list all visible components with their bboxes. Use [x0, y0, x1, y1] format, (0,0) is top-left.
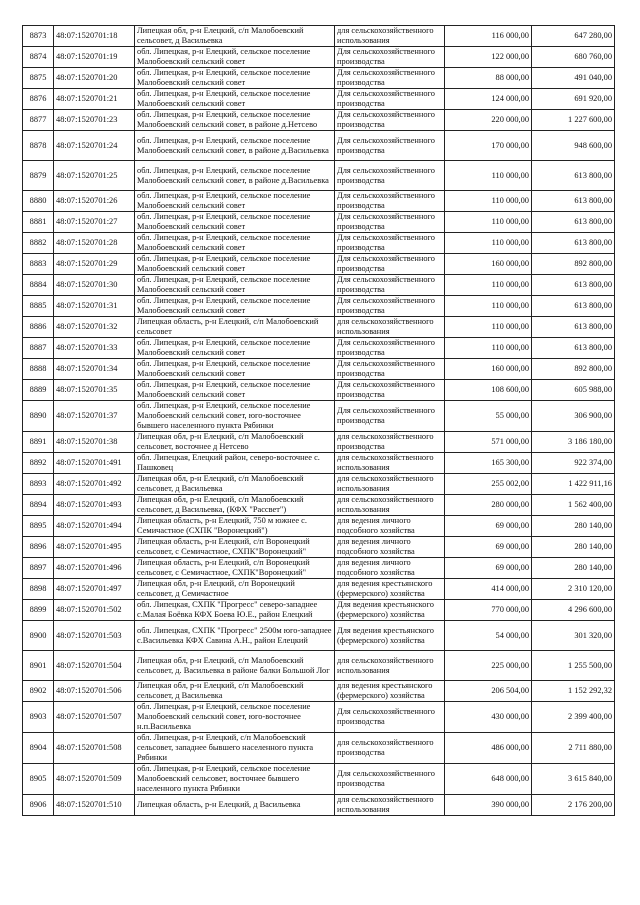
- cadastral-cost: 1 255 500,00: [532, 651, 615, 681]
- cadastral-cost: 3 186 180,00: [532, 432, 615, 453]
- permitted-use: для сельскохозяйственного использования: [335, 317, 445, 338]
- plot-address: Липецкая обл, р-н Елецкий, с/п Малобоевский сельсовет, д Васильевка: [135, 681, 335, 702]
- plot-area: 124 000,00: [445, 89, 532, 110]
- plot-address: обл. Липецкая, р-н Елецкий, сельское поселение Малобоевский сельский совет, в районе д.Васильевка: [135, 131, 335, 161]
- table-row: [23, 537, 615, 558]
- table-row: [23, 681, 615, 702]
- row-number: 8894: [23, 495, 54, 516]
- cadastral-cost: 280 140,00: [532, 516, 615, 537]
- cadastral-cost: 922 374,00: [532, 453, 615, 474]
- cadastral-number: 48:07:1520701:492: [54, 474, 135, 495]
- cadastral-number: 48:07:1520701:496: [54, 558, 135, 579]
- permitted-use: Для сельскохозяйственного производства: [335, 89, 445, 110]
- row-number: 8893: [23, 474, 54, 495]
- table-row: [23, 233, 615, 254]
- cadastral-cost: 613 800,00: [532, 275, 615, 296]
- table-row: [23, 474, 615, 495]
- cadastral-number: 48:07:1520701:34: [54, 359, 135, 380]
- plot-address: обл. Липецкая, р-н Елецкий, сельское поселение Малобоевский сельский совет, в районе д.Васильевка: [135, 161, 335, 191]
- cadastral-number: 48:07:1520701:502: [54, 600, 135, 621]
- plot-address: Липецкая область, р-н Елецкий, 750 м южнее с. Семичастное (СХПК "Воронецкий"): [135, 516, 335, 537]
- plot-area: 225 000,00: [445, 651, 532, 681]
- table-row: [23, 275, 615, 296]
- cadastral-cost: 691 920,00: [532, 89, 615, 110]
- table-row: [23, 764, 615, 795]
- plot-area: 206 504,00: [445, 681, 532, 702]
- row-number: 8876: [23, 89, 54, 110]
- table-row: [23, 338, 615, 359]
- plot-area: 55 000,00: [445, 401, 532, 432]
- plot-area: 54 000,00: [445, 621, 532, 651]
- cadastral-cost: 2 711 880,00: [532, 733, 615, 764]
- cadastral-number: 48:07:1520701:506: [54, 681, 135, 702]
- plot-address: Липецкая область, р-н Елецкий, с/п Воронецкий сельсовет, с Семичастное, СХПК"Воронецкий": [135, 558, 335, 579]
- row-number: 8874: [23, 47, 54, 68]
- plot-address: Липецкая обл, р-н Елецкий, с/п Малобоевский сельсовет, д Васильевка: [135, 474, 335, 495]
- plot-address: Липецкая обл, р-н Елецкий, с/п Малобоевский сельсовет, д Васильевка: [135, 26, 335, 47]
- cadastral-cost: 613 800,00: [532, 338, 615, 359]
- table-row: [23, 47, 615, 68]
- table-row: [23, 89, 615, 110]
- table-row: [23, 254, 615, 275]
- plot-address: обл. Липецкая, р-н Елецкий, сельское поселение Малобоевский сельский совет: [135, 47, 335, 68]
- table-row: [23, 579, 615, 600]
- table-row: [23, 191, 615, 212]
- plot-area: 110 000,00: [445, 191, 532, 212]
- row-number: 8887: [23, 338, 54, 359]
- plot-address: обл. Липецкая, р-н Елецкий, сельское поселение Малобоевский сельский совет: [135, 359, 335, 380]
- permitted-use: Для сельскохозяйственного производства: [335, 212, 445, 233]
- table-row: [23, 495, 615, 516]
- row-number: 8880: [23, 191, 54, 212]
- table-row: [23, 401, 615, 432]
- plot-area: 255 002,00: [445, 474, 532, 495]
- permitted-use: для ведения личного подсобного хозяйства: [335, 558, 445, 579]
- table-row: [23, 359, 615, 380]
- plot-area: 110 000,00: [445, 161, 532, 191]
- row-number: 8879: [23, 161, 54, 191]
- row-number: 8878: [23, 131, 54, 161]
- cadastral-number: 48:07:1520701:495: [54, 537, 135, 558]
- plot-area: 122 000,00: [445, 47, 532, 68]
- plot-address: обл. Липецкая, СХПК "Прогресс" 2500м юго-западнее с.Васильевка КФХ Савина А.Н., район Елецкий: [135, 621, 335, 651]
- plot-area: 486 000,00: [445, 733, 532, 764]
- permitted-use: Для сельскохозяйственного производства: [335, 233, 445, 254]
- table-row: [23, 317, 615, 338]
- plot-area: 770 000,00: [445, 600, 532, 621]
- permitted-use: Для сельскохозяйственного производства: [335, 338, 445, 359]
- cadastral-cost: 3 615 840,00: [532, 764, 615, 795]
- table-row: [23, 296, 615, 317]
- plot-area: 110 000,00: [445, 212, 532, 233]
- row-number: 8892: [23, 453, 54, 474]
- row-number: 8885: [23, 296, 54, 317]
- row-number: 8884: [23, 275, 54, 296]
- cadastral-cost: 613 800,00: [532, 296, 615, 317]
- cadastral-cost: 280 140,00: [532, 537, 615, 558]
- cadastral-cost: 2 399 400,00: [532, 702, 615, 733]
- cadastral-cost: 301 320,00: [532, 621, 615, 651]
- plot-area: 110 000,00: [445, 233, 532, 254]
- plot-address: обл. Липецкая, р-н Елецкий, сельское поселение Малобоевский сельский совет: [135, 275, 335, 296]
- permitted-use: для сельскохозяйственного производства: [335, 432, 445, 453]
- row-number: 8889: [23, 380, 54, 401]
- cadastral-cost: 613 800,00: [532, 317, 615, 338]
- plot-area: 571 000,00: [445, 432, 532, 453]
- plot-area: 116 000,00: [445, 26, 532, 47]
- cadastral-cost: 680 760,00: [532, 47, 615, 68]
- row-number: 8902: [23, 681, 54, 702]
- plot-address: обл. Липецкая, р-н Елецкий, сельское поселение Малобоевский сельский совет, юго-восточнее н.п.Васильевка: [135, 702, 335, 733]
- plot-area: 110 000,00: [445, 317, 532, 338]
- row-number: 8906: [23, 795, 54, 816]
- cadastral-cost: 948 600,00: [532, 131, 615, 161]
- table-row: [23, 110, 615, 131]
- table-body: [23, 26, 615, 816]
- plot-area: 160 000,00: [445, 254, 532, 275]
- row-number: 8875: [23, 68, 54, 89]
- row-number: 8901: [23, 651, 54, 681]
- row-number: 8886: [23, 317, 54, 338]
- permitted-use: Для сельскохозяйственного производства: [335, 764, 445, 795]
- plot-address: Липецкая область, р-н Елецкий, с/п Малобоевский сельсовет: [135, 317, 335, 338]
- plot-area: 280 000,00: [445, 495, 532, 516]
- permitted-use: для сельскохозяйственного использования: [335, 795, 445, 816]
- plot-area: 108 600,00: [445, 380, 532, 401]
- permitted-use: Для сельскохозяйственного производства: [335, 401, 445, 432]
- cadastral-cost: 1 422 911,16: [532, 474, 615, 495]
- table-row: [23, 702, 615, 733]
- plot-address: обл. Липецкая, Елецкий район, северо-восточнее с. Пашковец: [135, 453, 335, 474]
- permitted-use: Для сельскохозяйственного производства: [335, 131, 445, 161]
- permitted-use: Для сельскохозяйственного производства: [335, 254, 445, 275]
- plot-address: обл. Липецкая, р-н Елецкий, сельское поселение Малобоевский сельский совет, в районе д.Нетсево: [135, 110, 335, 131]
- cadastral-number: 48:07:1520701:20: [54, 68, 135, 89]
- plot-area: 390 000,00: [445, 795, 532, 816]
- permitted-use: для сельскохозяйственного использования: [335, 26, 445, 47]
- cadastral-cost: 2 310 120,00: [532, 579, 615, 600]
- cadastral-number: 48:07:1520701:509: [54, 764, 135, 795]
- plot-address: обл. Липецкая, р-н Елецкий, сельское поселение Малобоевский сельский совет: [135, 68, 335, 89]
- row-number: 8877: [23, 110, 54, 131]
- plot-area: 414 000,00: [445, 579, 532, 600]
- cadastral-cost: 1 562 400,00: [532, 495, 615, 516]
- plot-address: обл. Липецкая, р-н Елецкий, сельское поселение Малобоевский сельский совет: [135, 89, 335, 110]
- plot-address: Липецкая обл, р-н Елецкий, с/п Малобоевский сельсовет, восточнее д Нетсево: [135, 432, 335, 453]
- cadastral-number: 48:07:1520701:19: [54, 47, 135, 68]
- table-row: [23, 161, 615, 191]
- cadastral-number: 48:07:1520701:28: [54, 233, 135, 254]
- plot-area: 648 000,00: [445, 764, 532, 795]
- cadastral-cost: 892 800,00: [532, 359, 615, 380]
- cadastral-number: 48:07:1520701:494: [54, 516, 135, 537]
- cadastral-number: 48:07:1520701:507: [54, 702, 135, 733]
- row-number: 8873: [23, 26, 54, 47]
- row-number: 8891: [23, 432, 54, 453]
- plot-address: обл. Липецкая, р-н Елецкий, с/п Малобоевский сельсовет, западнее бывшего населенного пункта Рябинки: [135, 733, 335, 764]
- cadastral-number: 48:07:1520701:23: [54, 110, 135, 131]
- table-row: [23, 453, 615, 474]
- table-row: [23, 516, 615, 537]
- row-number: 8899: [23, 600, 54, 621]
- cadastral-cost: 1 152 292,32: [532, 681, 615, 702]
- cadastral-number: 48:07:1520701:33: [54, 338, 135, 359]
- cadastral-number: 48:07:1520701:26: [54, 191, 135, 212]
- cadastral-number: 48:07:1520701:32: [54, 317, 135, 338]
- plot-area: 110 000,00: [445, 296, 532, 317]
- plot-area: 69 000,00: [445, 516, 532, 537]
- cadastral-cost: 2 176 200,00: [532, 795, 615, 816]
- permitted-use: для ведения крестьянского (фермерского) хозяйства: [335, 579, 445, 600]
- plot-address: обл. Липецкая, р-н Елецкий, сельское поселение Малобоевский сельский совет: [135, 212, 335, 233]
- table-row: [23, 600, 615, 621]
- cadastral-number: 48:07:1520701:27: [54, 212, 135, 233]
- row-number: 8882: [23, 233, 54, 254]
- row-number: 8895: [23, 516, 54, 537]
- cadastral-cost: 306 900,00: [532, 401, 615, 432]
- plot-address: обл. Липецкая, р-н Елецкий, сельское поселение Малобоевский сельский совет: [135, 191, 335, 212]
- row-number: 8896: [23, 537, 54, 558]
- permitted-use: для сельскохозяйственного использования: [335, 495, 445, 516]
- table-row: [23, 131, 615, 161]
- permitted-use: Для сельскохозяйственного производства: [335, 702, 445, 733]
- permitted-use: для сельскохозяйственного производства: [335, 733, 445, 764]
- cadastral-number: 48:07:1520701:35: [54, 380, 135, 401]
- table-row: [23, 733, 615, 764]
- plot-address: Липецкая обл, р-н Елецкий, с/п Малобоевский сельсовет, д Васильевка, (КФХ "Рассвет"): [135, 495, 335, 516]
- cadastral-cost: 892 800,00: [532, 254, 615, 275]
- row-number: 8905: [23, 764, 54, 795]
- cadastral-number: 48:07:1520701:30: [54, 275, 135, 296]
- permitted-use: Для сельскохозяйственного производства: [335, 191, 445, 212]
- table-row: [23, 795, 615, 816]
- plot-address: обл. Липецкая, СХПК "Прогресс" северо-западнее с.Малая Боёвка КФХ Боева Ю.Е., район Елецкий: [135, 600, 335, 621]
- plot-address: обл. Липецкая, р-н Елецкий, сельское поселение Малобоевский сельский совет: [135, 254, 335, 275]
- cadastral-cost: 605 988,00: [532, 380, 615, 401]
- plot-address: Липецкая обл, р-н Елецкий, с/п Воронецкий сельсовет, д Семичастное: [135, 579, 335, 600]
- cadastral-number: 48:07:1520701:18: [54, 26, 135, 47]
- permitted-use: для ведения личного подсобного хозяйства: [335, 537, 445, 558]
- plot-address: обл. Липецкая, р-н Елецкий, сельское поселение Малобоевский сельский совет: [135, 380, 335, 401]
- cadastral-cost: 1 227 600,00: [532, 110, 615, 131]
- cadastral-number: 48:07:1520701:37: [54, 401, 135, 432]
- permitted-use: Для ведения крестьянского (фермерского) хозяйства: [335, 600, 445, 621]
- cadastral-number: 48:07:1520701:31: [54, 296, 135, 317]
- plot-address: Липецкая область, р-н Елецкий, д Васильевка: [135, 795, 335, 816]
- plot-address: обл. Липецкая, р-н Елецкий, сельское поселение Малобоевский сельский совет: [135, 233, 335, 254]
- cadastral-cost: 613 800,00: [532, 212, 615, 233]
- cadastral-cost: 647 280,00: [532, 26, 615, 47]
- plot-area: 170 000,00: [445, 131, 532, 161]
- table-row: [23, 432, 615, 453]
- cadastral-number: 48:07:1520701:504: [54, 651, 135, 681]
- cadastral-cost: 4 296 600,00: [532, 600, 615, 621]
- cadastral-cost: 491 040,00: [532, 68, 615, 89]
- cadastral-number: 48:07:1520701:38: [54, 432, 135, 453]
- cadastral-cost: 613 800,00: [532, 161, 615, 191]
- table-row: [23, 68, 615, 89]
- cadastral-cost: 613 800,00: [532, 233, 615, 254]
- permitted-use: для ведения крестьянского (фермерского) хозяйства: [335, 681, 445, 702]
- row-number: 8904: [23, 733, 54, 764]
- permitted-use: Для сельскохозяйственного производства: [335, 359, 445, 380]
- cadastral-number: 48:07:1520701:497: [54, 579, 135, 600]
- permitted-use: Для сельскохозяйственного производства: [335, 47, 445, 68]
- permitted-use: Для ведения крестьянского (фермерского) хозяйства: [335, 621, 445, 651]
- cadastral-number: 48:07:1520701:29: [54, 254, 135, 275]
- plot-area: 220 000,00: [445, 110, 532, 131]
- permitted-use: для сельскохозяйственного использования: [335, 651, 445, 681]
- plot-area: 160 000,00: [445, 359, 532, 380]
- plot-area: 110 000,00: [445, 338, 532, 359]
- row-number: 8900: [23, 621, 54, 651]
- plot-area: 430 000,00: [445, 702, 532, 733]
- plot-area: 110 000,00: [445, 275, 532, 296]
- cadastral-number: 48:07:1520701:503: [54, 621, 135, 651]
- document-page: [22, 25, 614, 816]
- cadastral-number: 48:07:1520701:508: [54, 733, 135, 764]
- row-number: 8883: [23, 254, 54, 275]
- cadastral-cost: 613 800,00: [532, 191, 615, 212]
- plot-area: 69 000,00: [445, 537, 532, 558]
- plot-address: обл. Липецкая, р-н Елецкий, сельское поселение Малобоевский сельский совет: [135, 296, 335, 317]
- cadastral-number: 48:07:1520701:21: [54, 89, 135, 110]
- plot-area: 88 000,00: [445, 68, 532, 89]
- permitted-use: Для сельскохозяйственного производства: [335, 380, 445, 401]
- permitted-use: для сельскохозяйственного использования: [335, 474, 445, 495]
- row-number: 8903: [23, 702, 54, 733]
- table-row: [23, 380, 615, 401]
- plot-address: Липецкая обл, р-н Елецкий, с/п Малобоевский сельсовет, д. Васильевка в районе балки Большой Лог: [135, 651, 335, 681]
- plot-address: обл. Липецкая, р-н Елецкий, сельское поселение Малобоевский сельский совет, юго-восточнее бывшего населенного пункта Рябинки: [135, 401, 335, 432]
- cadastral-number: 48:07:1520701:491: [54, 453, 135, 474]
- plot-area: 165 300,00: [445, 453, 532, 474]
- permitted-use: для сельскохозяйственного использования: [335, 453, 445, 474]
- permitted-use: Для сельскохозяйственного производства: [335, 296, 445, 317]
- row-number: 8897: [23, 558, 54, 579]
- permitted-use: Для сельскохозяйственного производства: [335, 110, 445, 131]
- plot-address: обл. Липецкая, р-н Елецкий, сельское поселение Малобоевский сельсовет, восточнее бывшего населенного пункта Рябинки: [135, 764, 335, 795]
- table-row: [23, 651, 615, 681]
- row-number: 8890: [23, 401, 54, 432]
- cadastral-number: 48:07:1520701:25: [54, 161, 135, 191]
- land-plots-table: [22, 25, 615, 816]
- permitted-use: Для сельскохозяйственного производства: [335, 161, 445, 191]
- plot-address: Липецкая область, р-н Елецкий, с/п Воронецкий сельсовет, с Семичастное, СХПК"Воронецкий": [135, 537, 335, 558]
- cadastral-number: 48:07:1520701:24: [54, 131, 135, 161]
- table-row: [23, 558, 615, 579]
- cadastral-cost: 280 140,00: [532, 558, 615, 579]
- permitted-use: Для сельскохозяйственного производства: [335, 68, 445, 89]
- permitted-use: для ведения личного подсобного хозяйства: [335, 516, 445, 537]
- plot-area: 69 000,00: [445, 558, 532, 579]
- plot-address: обл. Липецкая, р-н Елецкий, сельское поселение Малобоевский сельский совет: [135, 338, 335, 359]
- row-number: 8898: [23, 579, 54, 600]
- row-number: 8881: [23, 212, 54, 233]
- row-number: 8888: [23, 359, 54, 380]
- cadastral-number: 48:07:1520701:493: [54, 495, 135, 516]
- table-row: [23, 621, 615, 651]
- table-row: [23, 212, 615, 233]
- permitted-use: Для сельскохозяйственного производства: [335, 275, 445, 296]
- cadastral-number: 48:07:1520701:510: [54, 795, 135, 816]
- table-row: [23, 26, 615, 47]
